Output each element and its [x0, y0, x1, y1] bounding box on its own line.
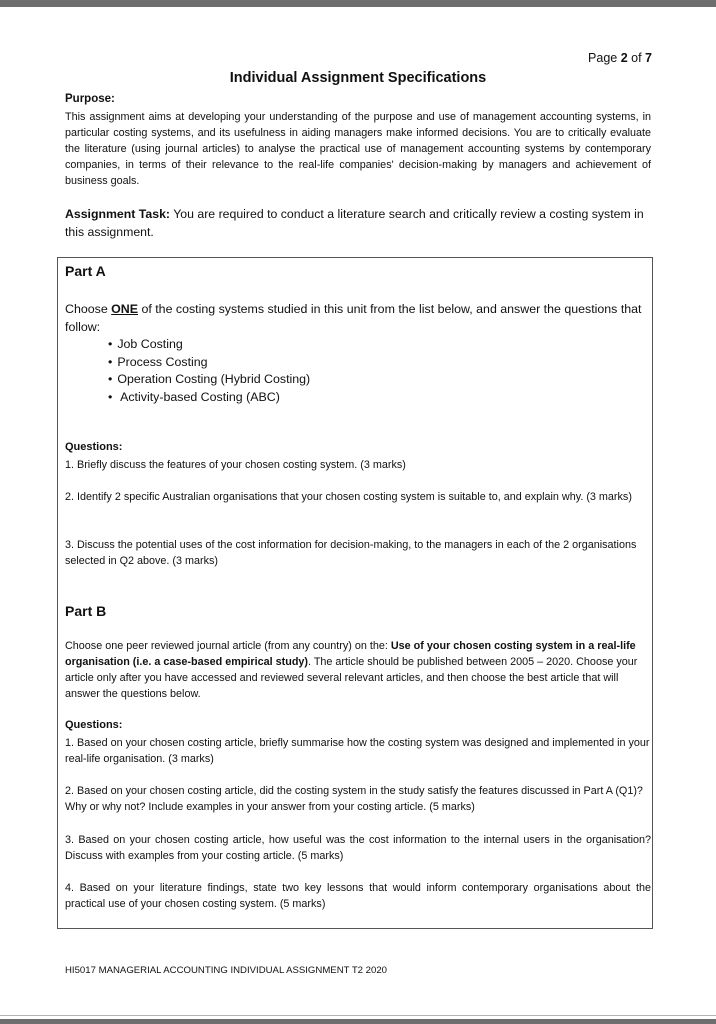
part-b-question-2: 2. Based on your chosen costing article, did the costing system in the study satisfy the features discussed in Part A (Q1)? Why or why not? Include examples in your answer from your costing article. (5 marks)	[65, 785, 643, 813]
part-a-questions-label: Questions:	[65, 441, 123, 453]
list-item: • Activity-based Costing (ABC)	[108, 389, 310, 407]
list-item: • Process Costing	[108, 354, 310, 372]
part-b-question-1: 1. Based on your chosen costing article, briefly summarise how the costing system was designed and implemented in your real-life organisation. (3 marks)	[65, 737, 650, 765]
bottom-rule	[0, 1015, 716, 1016]
list-item: • Job Costing	[108, 336, 310, 354]
top-border	[0, 0, 716, 7]
part-a-question-3: 3. Discuss the potential uses of the cost information for decision-making, to the managers in each of the 2 organisations selected in Q2 above. (3 marks)	[65, 539, 637, 567]
page-footer: HI5017 MANAGERIAL ACCOUNTING INDIVIDUAL ASSIGNMENT T2 2020	[65, 965, 388, 976]
part-b-question-3: 3. Based on your chosen costing article, how useful was the cost information to the internal users in the organisation? Discuss with examples from your costing article. (5 marks)	[65, 834, 651, 862]
assignment-task: Assignment Task: You are required to conduct a literature search and critically review a costing system in this assignment.	[65, 207, 644, 239]
part-a-intro: Choose ONE of the costing systems studied in this unit from the list below, and answer the questions that follow:	[65, 302, 642, 334]
part-b-intro: Choose one peer reviewed journal article (from any country) on the: Use of your chosen costing system in a real-life organisation (i.e. a case-based empirical study). The article should be published between 2005 – 2020. Choose your article only after you have accessed and reviewed several relevant articles, and then choose the best article that will answer the questions below.	[65, 640, 638, 700]
purpose-label: Purpose:	[65, 93, 115, 105]
list-item: • Operation Costing (Hybrid Costing)	[108, 371, 310, 389]
part-b-heading: Part B	[65, 603, 107, 619]
part-a-question-1: 1. Briefly discuss the features of your chosen costing system. (3 marks)	[65, 459, 406, 471]
part-b-question-4: 4. Based on your literature findings, state two key lessons that would inform contemporary organisations about the practical use of your chosen costing system. (5 marks)	[65, 882, 651, 910]
page-number: Page 2 of 7	[588, 51, 652, 65]
costing-systems-list	[108, 336, 310, 406]
part-a-heading: Part A	[65, 263, 106, 279]
bottom-border	[0, 1019, 716, 1024]
part-a-question-2: 2. Identify 2 specific Australian organisations that your chosen costing system is suitable to, and explain why. (3 marks)	[65, 491, 632, 503]
purpose-text: This assignment aims at developing your understanding of the purpose and use of management accounting systems, in particular costing systems, and its usefulness in aiding managers make informed decisions. You are to critically evaluate the literature (using journal articles) to analyse the practical use of management accounting systems by contemporary companies, in terms of their relevance to the real-life companies' decision-making by managers and achievement of business goals.	[65, 111, 651, 187]
document-title: Individual Assignment Specifications	[229, 70, 487, 86]
part-b-questions-label: Questions:	[65, 719, 123, 731]
